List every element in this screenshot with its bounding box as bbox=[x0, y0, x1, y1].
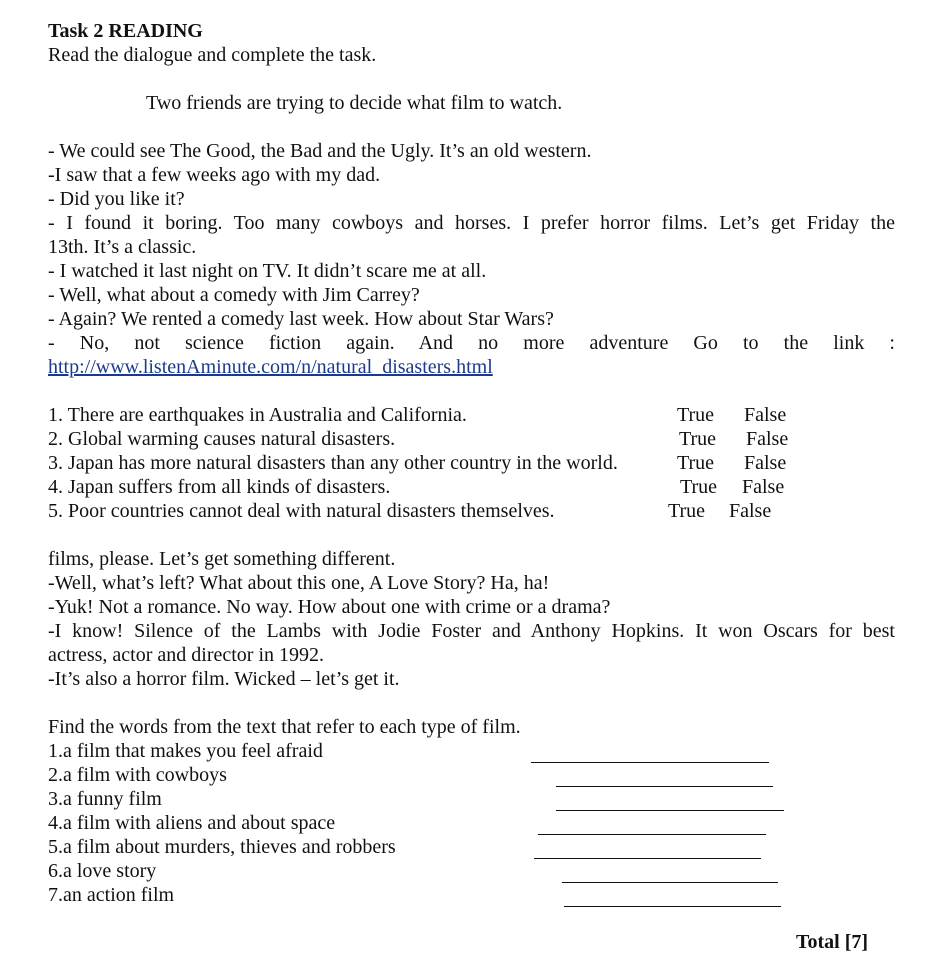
dialogue-line: -It’s also a horror film. Wicked – let’s get it. bbox=[48, 668, 400, 690]
statement-true-option[interactable]: True bbox=[668, 500, 706, 522]
answer-blank[interactable] bbox=[531, 762, 769, 763]
task-instruction: Read the dialogue and complete the task. bbox=[48, 44, 377, 66]
answer-blank[interactable] bbox=[556, 810, 784, 811]
statement-true-option[interactable]: True bbox=[677, 452, 715, 474]
film-type-item: 2.a film with cowboys bbox=[48, 764, 227, 786]
statement-true-option[interactable]: True bbox=[679, 428, 717, 450]
film-type-item: 3.a funny film bbox=[48, 788, 162, 810]
dialogue-line: - Did you like it? bbox=[48, 188, 185, 210]
dialogue-line: - I found it boring. Too many cowboys and horses. I prefer horror films. Let’s get Friday the bbox=[48, 212, 895, 234]
dialogue-line: - Again? We rented a comedy last week. How about Star Wars? bbox=[48, 308, 554, 330]
statement-text: 2. Global warming causes natural disasters. bbox=[48, 428, 396, 450]
statement-false-option[interactable]: False bbox=[729, 500, 772, 522]
answer-blank[interactable] bbox=[538, 834, 766, 835]
answer-blank[interactable] bbox=[556, 786, 773, 787]
answer-blank[interactable] bbox=[564, 906, 781, 907]
film-type-item: 6.a love story bbox=[48, 860, 157, 882]
task-heading: Task 2 READING bbox=[48, 20, 203, 42]
dialogue-line: -I know! Silence of the Lambs with Jodie Foster and Anthony Hopkins. It won Oscars for best bbox=[48, 620, 895, 642]
dialogue-line: actress, actor and director in 1992. bbox=[48, 644, 325, 666]
dialogue-line: -I saw that a few weeks ago with my dad. bbox=[48, 164, 381, 186]
statement-false-option[interactable]: False bbox=[746, 428, 789, 450]
film-type-item: 1.a film that makes you feel afraid bbox=[48, 740, 323, 762]
dialogue-line: films, please. Let’s get something different. bbox=[48, 548, 396, 570]
natural-disasters-link[interactable]: http://www.listenAminute.com/n/natural_disasters.html bbox=[48, 356, 493, 378]
dialogue-line: - Well, what about a comedy with Jim Carrey? bbox=[48, 284, 420, 306]
statement-text: 3. Japan has more natural disasters than any other country in the world. bbox=[48, 452, 618, 474]
dialogue-line: - We could see The Good, the Bad and the Ugly. It’s an old western. bbox=[48, 140, 592, 162]
statement-true-option[interactable]: True bbox=[677, 404, 715, 426]
statement-text: 1. There are earthquakes in Australia and California. bbox=[48, 404, 467, 426]
dialogue-line: -Well, what’s left? What about this one, A Love Story? Ha, ha! bbox=[48, 572, 550, 594]
statement-false-option[interactable]: False bbox=[742, 476, 785, 498]
dialogue-line: - I watched it last night on TV. It didn’t scare me at all. bbox=[48, 260, 487, 282]
film-type-item: 4.a film with aliens and about space bbox=[48, 812, 336, 834]
statement-false-option[interactable]: False bbox=[744, 452, 787, 474]
statement-true-option[interactable]: True bbox=[680, 476, 718, 498]
dialogue-line: 13th. It’s a classic. bbox=[48, 236, 197, 258]
answer-blank[interactable] bbox=[534, 858, 761, 859]
statement-false-option[interactable]: False bbox=[744, 404, 787, 426]
dialogue-line: -Yuk! Not a romance. No way. How about one with crime or a drama? bbox=[48, 596, 611, 618]
dialogue-intro: Two friends are trying to decide what film to watch. bbox=[146, 92, 563, 114]
total-score: Total [7] bbox=[796, 931, 869, 953]
statement-text: 4. Japan suffers from all kinds of disasters. bbox=[48, 476, 391, 498]
statement-text: 5. Poor countries cannot deal with natural disasters themselves. bbox=[48, 500, 555, 522]
find-words-title: Find the words from the text that refer to each type of film. bbox=[48, 716, 521, 738]
answer-blank[interactable] bbox=[562, 882, 778, 883]
film-type-item: 7.an action film bbox=[48, 884, 175, 906]
dialogue-line: - No, not science fiction again. And no more adventure Go to the link : bbox=[48, 332, 895, 354]
film-type-item: 5.a film about murders, thieves and robbers bbox=[48, 836, 396, 858]
